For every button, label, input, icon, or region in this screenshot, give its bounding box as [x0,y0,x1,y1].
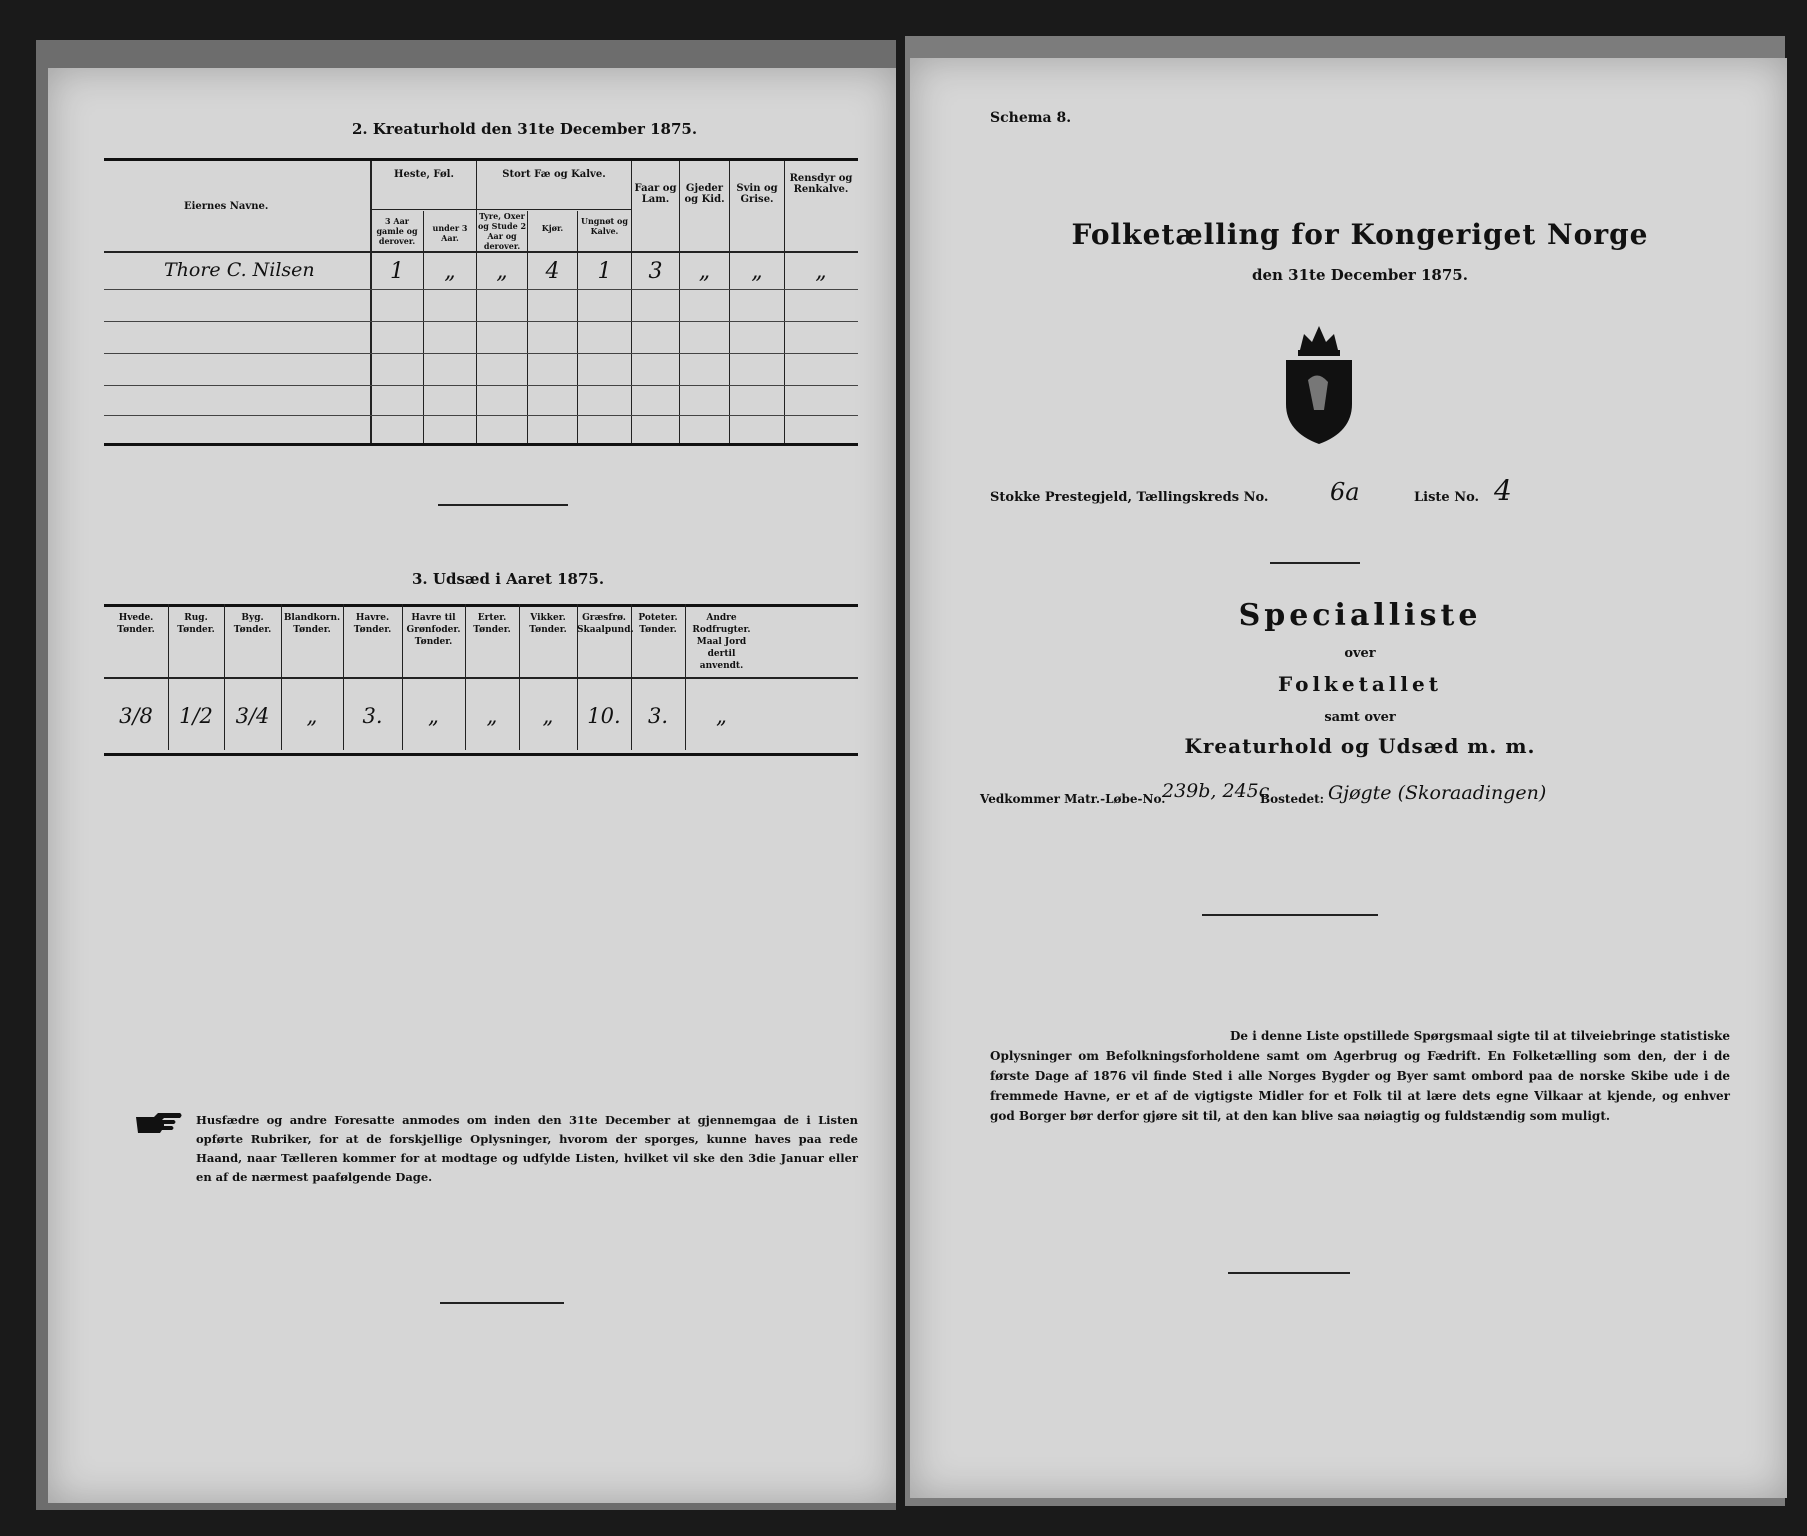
seed-value: „ [486,704,498,728]
livestock-value: 1 [597,259,612,284]
seed-column [577,604,632,750]
liste-label: Liste No. [1414,490,1480,505]
divider [1270,562,1360,564]
folketallet-text: Folketallet [1278,672,1442,696]
seed-column-header: Byg. Tønder. [233,613,272,635]
sub-header-ungnot: Ungnøt og Kalve. [581,216,628,236]
livestock-value: 3 [648,259,663,284]
left-page [48,68,896,1503]
pointing-hand-icon [134,1111,184,1141]
seed-column-header: Blandkorn. Tønder. [283,613,341,635]
seed-value: „ [542,704,554,728]
livestock-value: 4 [545,259,560,284]
seed-column [281,604,344,750]
seed-column [168,604,225,750]
census-date: den 31te December 1875. [1252,266,1468,284]
kreaturhold-text: Kreaturhold og Udsæd m. m. [1184,734,1536,758]
svin-header: Svin og Grise. [736,183,778,205]
livestock-value: „ [496,259,508,284]
seed-column [465,604,520,750]
livestock-value: 1 [390,259,404,284]
kreds-value: 6a [1330,478,1360,506]
schema-label: Schema 8. [990,110,1072,126]
owner-name: Thore C. Nilsen [164,259,315,281]
matr-label: Vedkommer Matr.-Løbe-No. [980,792,1166,806]
faar-header: Faar og Lam. [634,183,677,205]
sub-header-3aar: 3 Aar gamle og derover. [376,216,418,246]
seed-column [519,604,578,750]
livestock-table [104,158,858,446]
seed-column-header: Hvede. Tønder. [117,613,155,635]
heste-header: Heste, Føl. [394,169,454,180]
livestock-heading: 2. Kreaturhold den 31te December 1875. [352,120,698,138]
livestock-value: „ [751,259,763,284]
seed-value: „ [716,704,727,728]
divider [440,1302,564,1304]
seed-value: „ [306,704,318,728]
census-title: Folketælling for Kongeriget Norge [1071,218,1649,251]
seed-column-header: Havre. Tønder. [353,613,392,635]
seed-value: 3. [362,704,383,728]
seed-column [402,604,466,750]
seed-column-header: Vikker. Tønder. [529,613,567,635]
seed-column-header: Rug. Tønder. [177,613,215,635]
notice-text: Husfædre og andre Foresatte anmodes om inden den 31te December at gjennemgaa de i Listen opførte Rubriker, for at de forskjellige Oplysninger, hvorom der sporges, kunne haves paa rede Haand, naar Tælleren kommer for at modtage og udfylde Listen, hvilket vil ske den 3die Januar eller en af de nærmest paafølgende Dage. [196,1113,858,1184]
seed-column-header: Havre til Grønfoder. Tønder. [406,613,461,647]
sub-header-tyre: Tyre, Oxer og Stude 2 Aar og derover. [477,211,527,251]
owner-name-header: Eiernes Navne. [184,201,269,212]
livestock-value: „ [444,259,456,284]
liste-value: 4 [1494,474,1512,507]
divider [1228,1272,1350,1274]
livestock-value: „ [698,259,711,284]
seed-column-header: Græsfrø. Skaalpund. [577,613,634,635]
rensdyr-header: Rensdyr og Renkalve. [789,173,853,195]
seed-value: 3. [647,704,669,728]
gjeder-header: Gjeder og Kid. [684,183,725,205]
sub-header-kjor: Kjør. [541,223,564,233]
livestock-value: „ [815,259,827,284]
sub-header-under3: under 3 Aar. [432,223,468,243]
seed-column [343,604,403,750]
specialliste-title: Specialliste [1238,598,1482,633]
seed-value: 3/4 [235,704,270,728]
seed-value: 10. [587,704,621,728]
seed-heading: 3. Udsæd i Aaret 1875. [412,570,605,588]
seed-column-header: Andre Rodfrugter. Maal Jord dertil anvendt. [692,613,751,671]
seed-column-header: Poteter. Tønder. [638,613,678,635]
coat-of-arms-icon [1278,320,1360,454]
seed-column [224,604,282,750]
seed-value: 3/8 [119,704,153,728]
seed-value: „ [428,704,439,728]
parish-label: Stokke Prestegjeld, Tællingskreds No. [990,490,1269,505]
stort-fae-header: Stort Fæ og Kalve. [502,169,606,180]
matr-value: 239b, 245c [1162,780,1270,802]
seed-value: 1/2 [179,704,213,728]
bostedet-value: Gjøgte (Skoraadingen) [1328,782,1547,804]
over-text: over [1344,646,1376,661]
bostedet-label: Bostedet: [1260,792,1325,806]
seed-column [685,604,758,750]
seed-column-header: Erter. Tønder. [473,613,511,635]
seed-column [631,604,686,750]
right-page [910,58,1787,1498]
seed-column [104,604,169,750]
samt-over-text: samt over [1324,710,1396,725]
divider [1202,914,1378,916]
divider [438,504,568,506]
census-paragraph: De i denne Liste opstillede Spørgsmaal sigte til at tilveiebringe statistiske Oplysninger om Befolkningsforholdene samt om Agerbrug og Fædrift. En Folketælling som den, der i de første Dage af 1876 vil finde Sted i alle Norges Bygder og Byer samt ombord paa de norske Skibe ude i de fremmede Havne, er et af de vigtigste Midler for et Folk til at lære dets egne Vilkaar at kjende, og enhver god Borger bør derfor gjøre sit til, at den kan blive saa nøiagtig og fuldstændig som muligt. [990,1029,1730,1123]
